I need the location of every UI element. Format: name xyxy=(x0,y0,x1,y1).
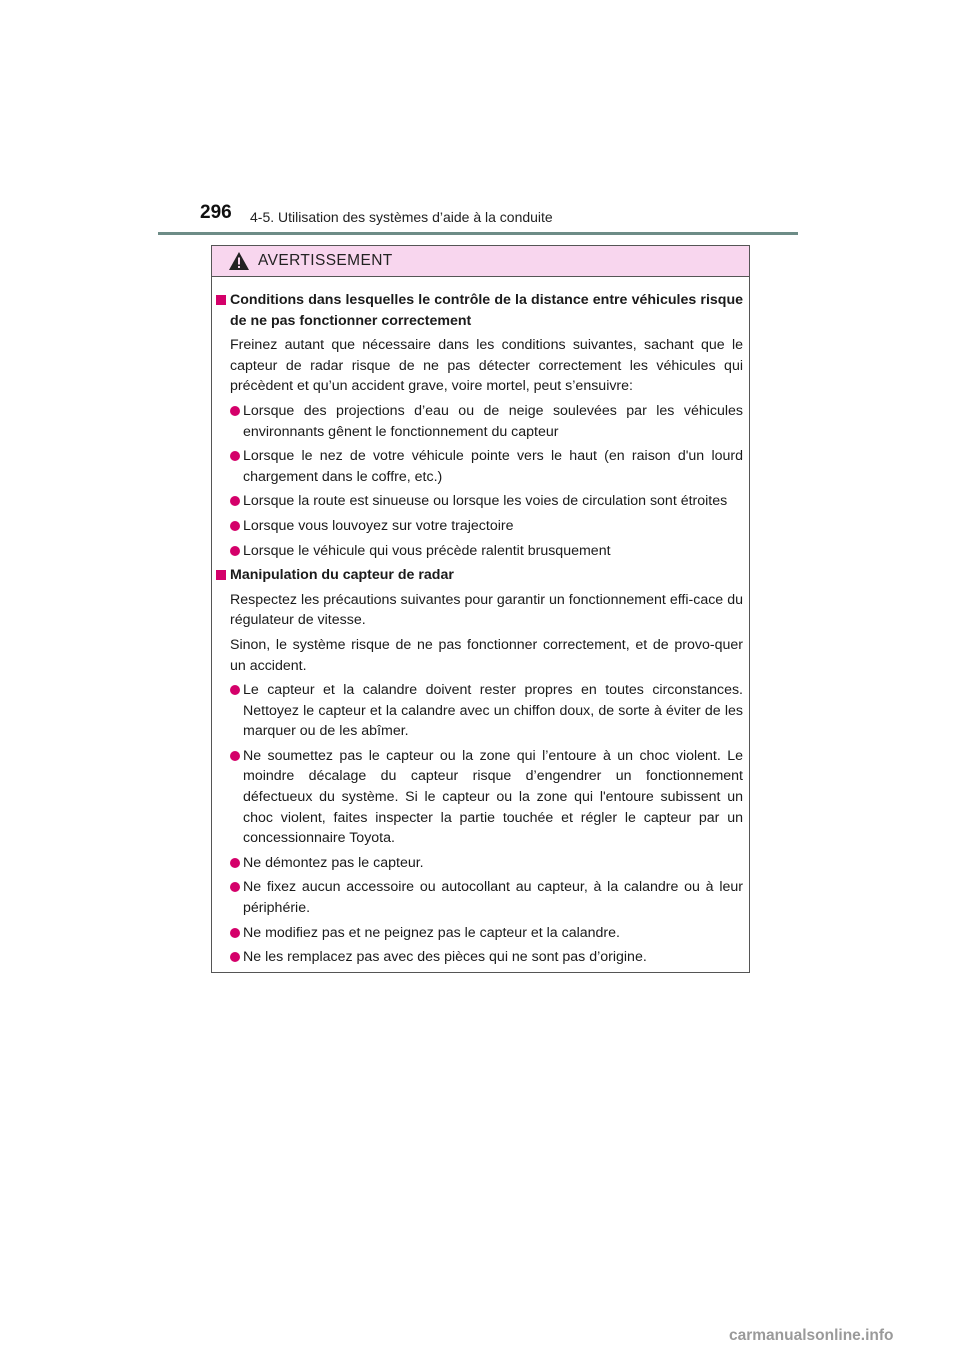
circle-bullet-icon xyxy=(230,952,240,962)
circle-bullet-icon xyxy=(230,928,240,938)
bullet-item xyxy=(230,541,743,562)
bullet-text: Lorsque le véhicule qui vous précède ralentit brusquement xyxy=(243,542,611,559)
bullet-text: Ne démontez pas le capteur. xyxy=(243,854,424,871)
bullet-text: Lorsque des projections d’eau ou de neige soulevées par les véhicules environnants gênent le fonctionnement du capteur xyxy=(243,402,743,440)
paragraph: Sinon, le système risque de ne pas fonctionner correctement, et de provo-quer un accident. xyxy=(230,636,743,674)
page-number: 296 xyxy=(200,202,232,223)
bullet-item xyxy=(230,401,743,442)
bullet-item xyxy=(230,877,743,918)
section-title: 4-5. Utilisation des systèmes d’aide à la conduite xyxy=(250,209,553,225)
circle-bullet-icon xyxy=(230,406,240,416)
header-rule xyxy=(158,232,798,235)
bullet-text: Ne fixez aucun accessoire ou autocollant au capteur, à la calandre ou à leur périphérie. xyxy=(243,879,743,917)
watermark: carmanualsonline.info xyxy=(729,1327,894,1344)
warning-triangle-icon xyxy=(228,251,250,271)
bullet-text: Lorsque vous louvoyez sur votre trajectoire xyxy=(243,517,514,534)
section-heading xyxy=(216,290,743,331)
paragraph: Freinez autant que nécessaire dans les conditions suivantes, sachant que le capteur de radar risque de ne pas détecter correctement les véhicules qui précèdent et qu’un accident grave, voire mortel, peut s’ensuivre: xyxy=(230,337,743,395)
circle-bullet-icon xyxy=(230,521,240,531)
bullet-item xyxy=(230,680,743,742)
warning-header xyxy=(212,246,749,277)
bullet-item xyxy=(230,446,743,487)
bullet-item xyxy=(230,947,743,968)
circle-bullet-icon xyxy=(230,685,240,695)
bullet-text: Ne soumettez pas le capteur ou la zone qui l’entoure à un choc violent. Le moindre décalage du capteur risque d’engendrer un fonctionnement défectueux du système. Si le capteur ou la zone qui l'entoure subissent un choc violent, faites inspecter la partie touchée et régler le capteur par un concessionnaire Toyota. xyxy=(243,747,743,847)
bullet-item xyxy=(230,923,743,944)
circle-bullet-icon xyxy=(230,451,240,461)
bullet-text: Lorsque la route est sinueuse ou lorsque les voies de circulation sont étroites xyxy=(243,493,728,510)
section-heading xyxy=(216,565,743,586)
bullet-item xyxy=(230,853,743,874)
bullet-text: Ne modifiez pas et ne peignez pas le capteur et la calandre. xyxy=(243,924,620,941)
paragraph: Respectez les précautions suivantes pour garantir un fonctionnement effi-cace du régulateur de vitesse. xyxy=(230,591,743,629)
circle-bullet-icon xyxy=(230,751,240,761)
square-bullet-icon xyxy=(216,570,226,580)
section-heading-text: Conditions dans lesquelles le contrôle de la distance entre véhicules risque de ne pas fonctionner correctement xyxy=(230,292,743,329)
circle-bullet-icon xyxy=(230,496,240,506)
section-heading-text: Manipulation du capteur de radar xyxy=(230,567,454,584)
circle-bullet-icon xyxy=(230,858,240,868)
warning-body xyxy=(212,277,749,968)
bullet-text: Lorsque le nez de votre véhicule pointe vers le haut (en raison d'un lourd chargement dans le coffre, etc.) xyxy=(243,448,743,485)
bullet-item xyxy=(230,491,743,512)
square-bullet-icon xyxy=(216,295,226,305)
bullet-text: Ne les remplacez pas avec des pièces qui ne sont pas d’origine. xyxy=(243,949,647,966)
bullet-item xyxy=(230,746,743,849)
bullet-text: Le capteur et la calandre doivent rester propres en toutes circonstances. Nettoyez le capteur et la calandre avec un chiffon doux, de sorte à éviter de les marquer ou de les abîmer. xyxy=(243,682,743,740)
warning-box xyxy=(211,245,750,973)
circle-bullet-icon xyxy=(230,546,240,556)
warning-title: AVERTISSEMENT xyxy=(258,252,393,269)
bullet-item xyxy=(230,516,743,537)
circle-bullet-icon xyxy=(230,882,240,892)
